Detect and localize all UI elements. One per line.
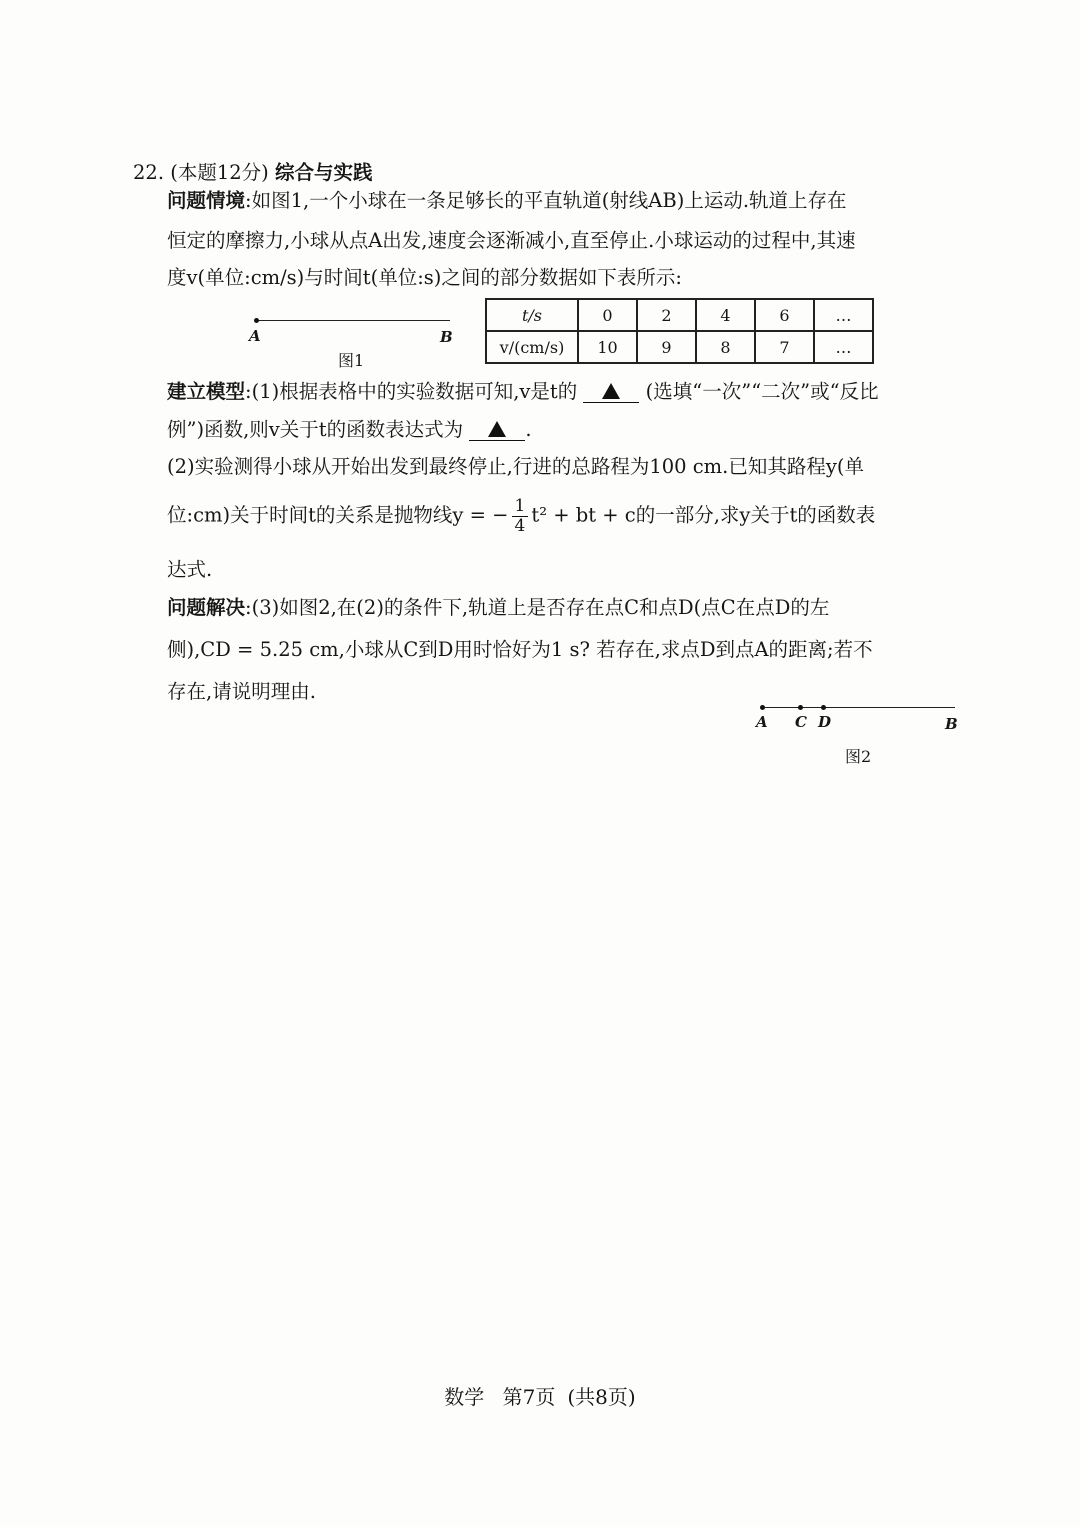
fraction-denominator: 4 xyxy=(514,515,526,536)
table-cell: 7 xyxy=(755,331,814,363)
scenario-line-2: 恒定的摩擦力,小球从点A出发,速度会逐渐减小,直至停止.小球运动的过程中,其速 xyxy=(167,229,856,252)
triangle-icon xyxy=(602,383,620,399)
model-label: 建立模型 xyxy=(167,380,246,403)
point-a-dot xyxy=(760,705,765,710)
fig2-label-b: B xyxy=(945,715,958,733)
point-c-dot xyxy=(798,705,803,710)
point-a-dot xyxy=(254,318,259,323)
table-row xyxy=(486,331,873,363)
table-cell: 0 xyxy=(578,299,637,331)
solve-line-2: 侧),CD = 5.25 cm,小球从C到D用时恰好为1 s? 若存在,求点D到点A的距离;若不 xyxy=(167,638,873,661)
fraction-one-quarter xyxy=(512,497,529,535)
table-cell: 4 xyxy=(696,299,755,331)
table-header-t: t/s xyxy=(486,299,578,331)
fig2-label-d: D xyxy=(818,713,832,731)
table-cell: 8 xyxy=(696,331,755,363)
model-q1-options: (选填“一次”“二次”或“反比 xyxy=(645,380,879,403)
footer-page: 第7页 xyxy=(502,1385,556,1409)
answer-blank-1[interactable] xyxy=(583,382,639,403)
solve-text-1: :(3)如图2,在(2)的条件下,轨道上是否存在点C和点D(点C在点D的左 xyxy=(245,596,830,619)
model-q2-line-3: 达式. xyxy=(167,558,213,581)
fig2-label-c: C xyxy=(795,713,807,731)
answer-blank-2[interactable] xyxy=(469,420,525,441)
model-q1-line2: 例”)函数,则v关于t的函数表达式为 xyxy=(167,418,464,441)
table-cell: … xyxy=(814,331,873,363)
solve-line-3: 存在,请说明理由. xyxy=(167,680,316,703)
table-header-v: v/(cm/s) xyxy=(486,331,578,363)
model-q2-line-2 xyxy=(167,497,967,535)
model-q1-text: :(1)根据表格中的实验数据可知,v是t的 xyxy=(245,380,578,403)
solve-label: 问题解决 xyxy=(167,596,246,619)
fraction-numerator: 1 xyxy=(512,497,529,517)
fig2-caption: 图2 xyxy=(845,747,872,766)
scenario-line-1 xyxy=(167,191,967,211)
fig1-caption: 图1 xyxy=(338,351,365,370)
model-line-1 xyxy=(167,382,967,403)
question-points: (本题12分) xyxy=(170,161,269,184)
table-cell: 9 xyxy=(637,331,696,363)
footer-total: (共8页) xyxy=(567,1385,636,1409)
scenario-text-1: :如图1,一个小球在一条足够长的平直轨道(射线AB)上运动.轨道上存在 xyxy=(245,189,847,212)
model-q2-line-1: (2)实验测得小球从开始出发到最终停止,行进的总路程为100 cm.已知其路程y(单 xyxy=(167,455,864,478)
table-cell: … xyxy=(814,299,873,331)
triangle-icon xyxy=(488,421,506,437)
question-number: 22. xyxy=(133,161,165,184)
ray-ab xyxy=(256,320,450,321)
table-row xyxy=(486,299,873,331)
model-q1-end: . xyxy=(525,418,532,441)
scenario-line-3: 度v(单位:cm/s)与时间t(单位:s)之间的部分数据如下表所示: xyxy=(167,266,682,289)
fig2-label-a: A xyxy=(756,713,768,731)
question-header xyxy=(133,157,372,185)
point-d-dot xyxy=(821,705,826,710)
table-cell: 2 xyxy=(637,299,696,331)
model-q2-text-a: 位:cm)关于时间t的关系是抛物线y = − xyxy=(167,503,509,527)
page-footer xyxy=(0,1381,1080,1410)
solve-line-1 xyxy=(167,598,967,618)
footer-subject: 数学 xyxy=(444,1385,485,1409)
fig1-label-a: A xyxy=(249,327,261,345)
table-cell: 6 xyxy=(755,299,814,331)
model-q2-text-b: t² + bt + c的一部分,求y关于t的函数表 xyxy=(531,503,876,527)
model-line-2 xyxy=(167,420,967,441)
table-cell: 10 xyxy=(578,331,637,363)
ray-ab-2 xyxy=(762,707,955,708)
scenario-label: 问题情境 xyxy=(167,189,246,212)
fig1-label-b: B xyxy=(440,328,453,346)
question-title: 综合与实践 xyxy=(274,161,373,184)
data-table xyxy=(485,298,874,364)
